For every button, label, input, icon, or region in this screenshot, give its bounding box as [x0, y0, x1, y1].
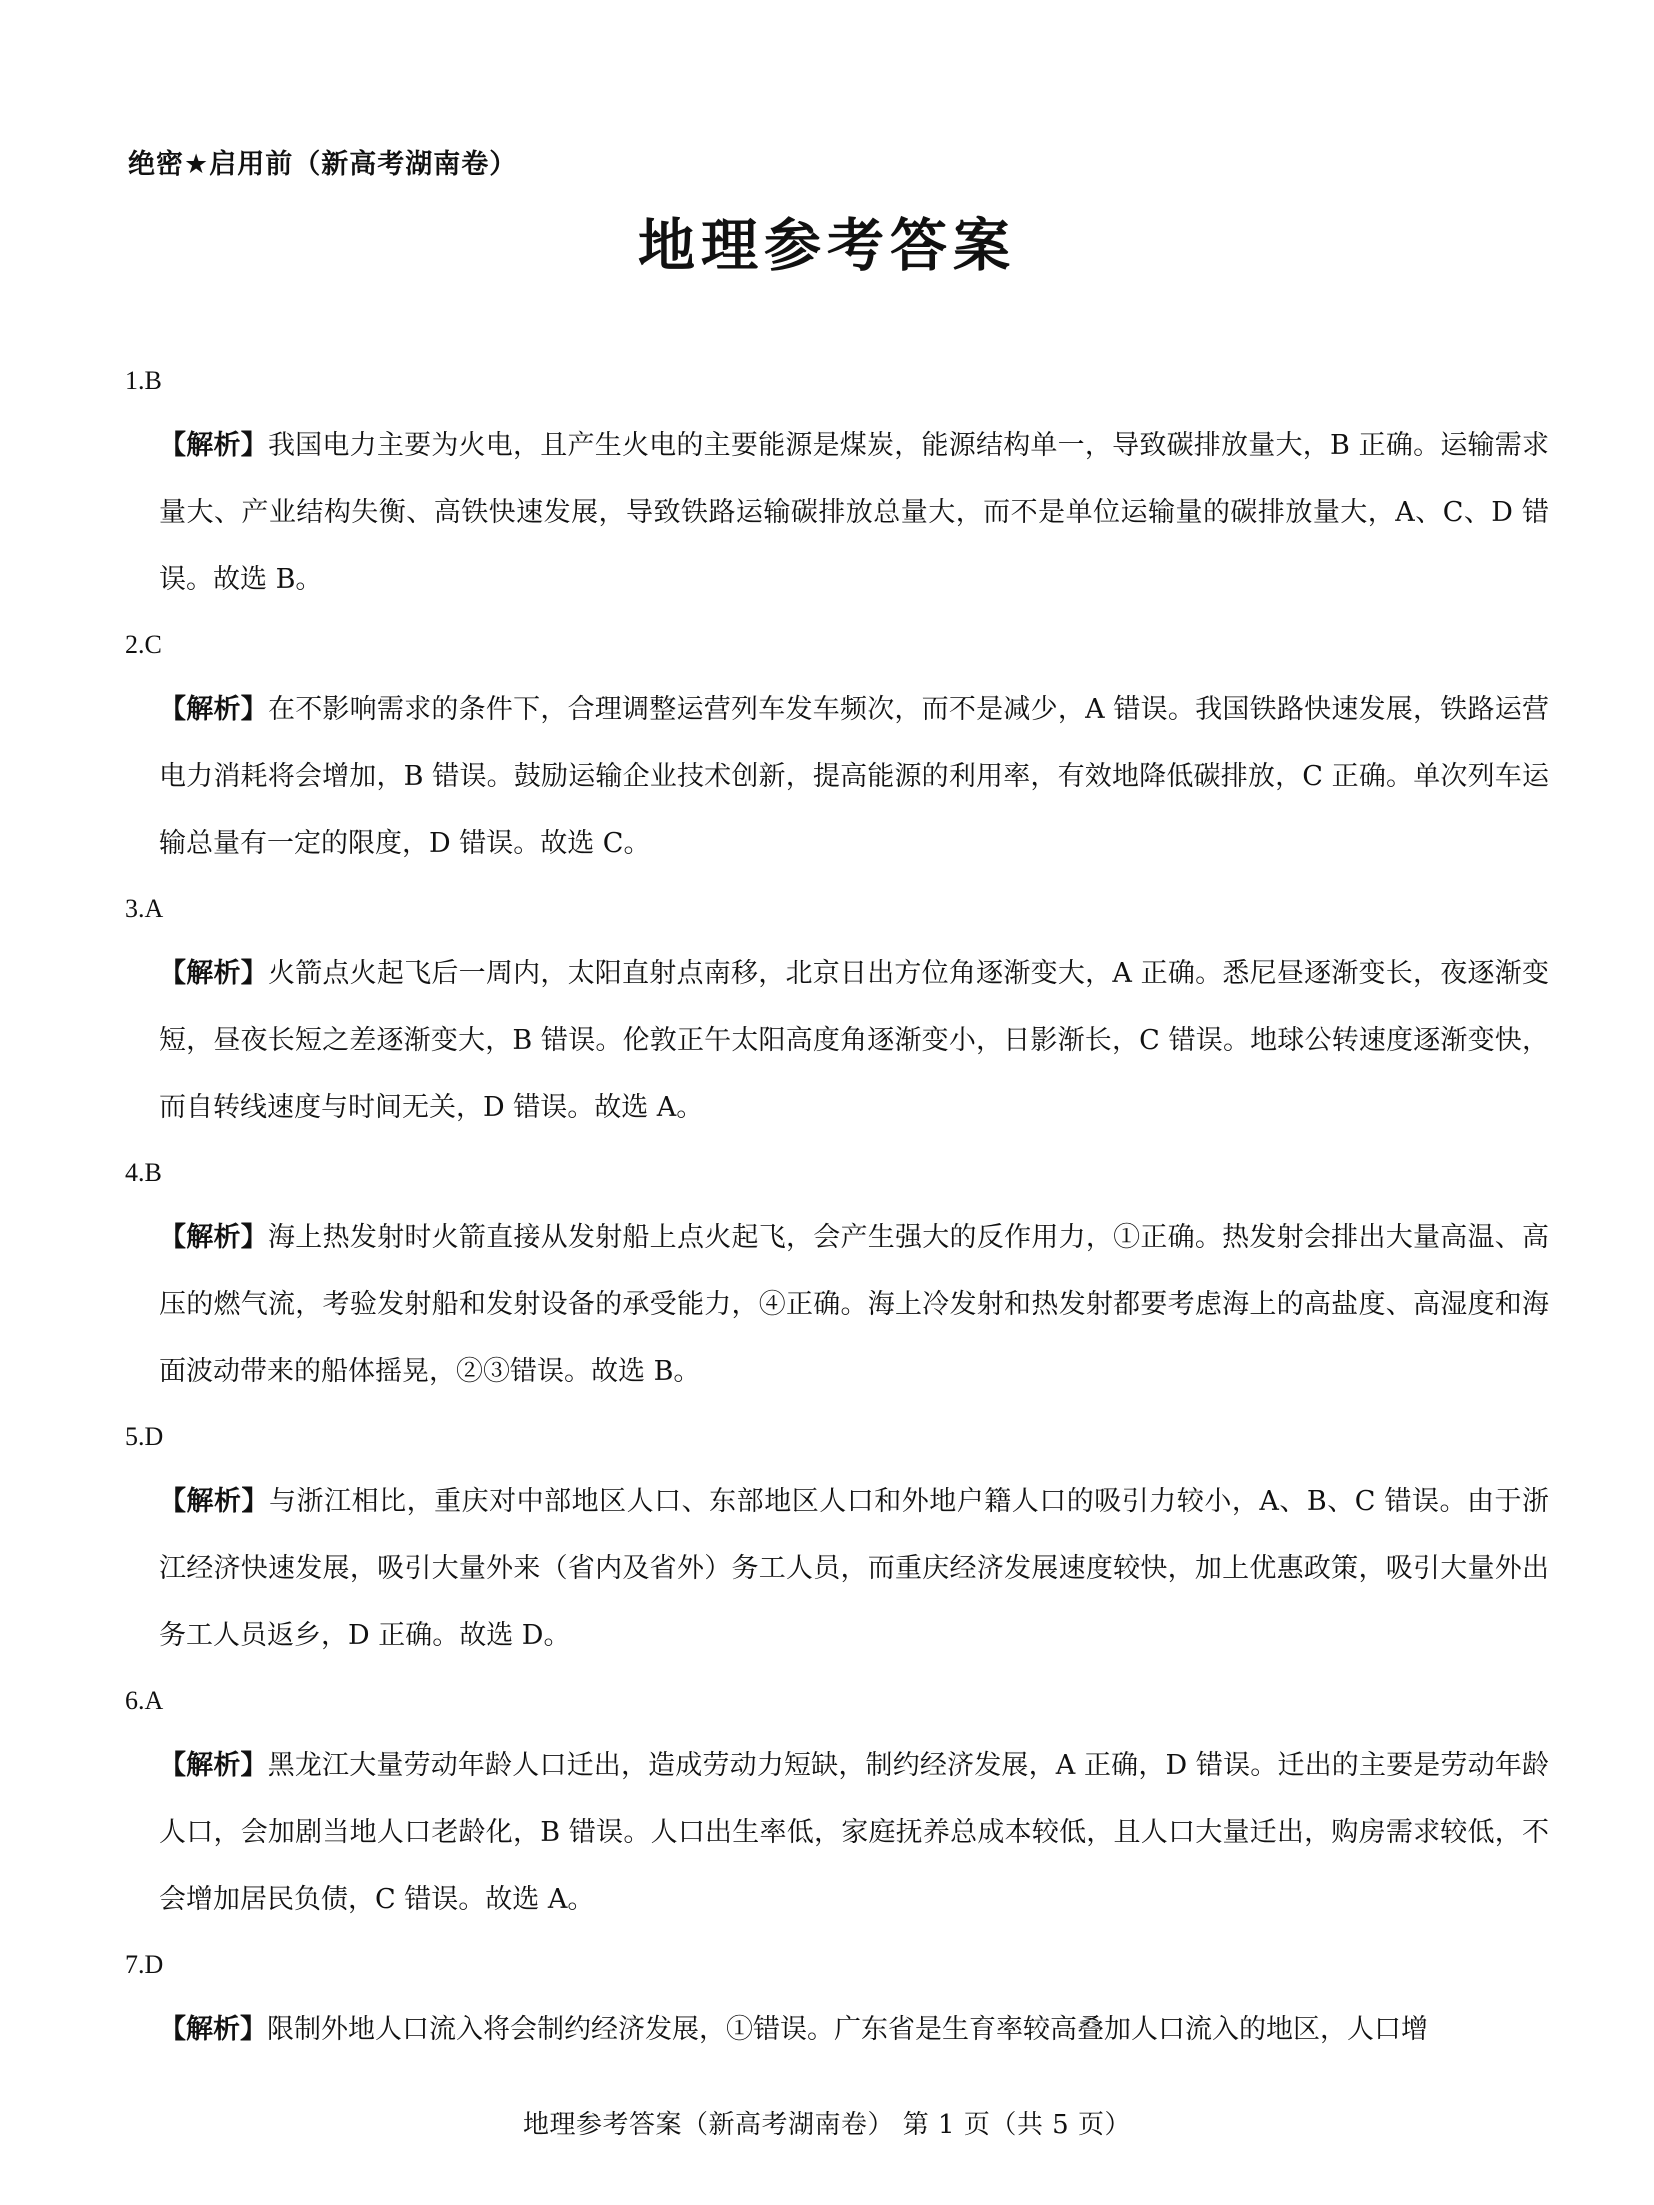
explanation-tag: 【解析】	[159, 2014, 267, 2045]
answer-item-4	[0, 1142, 1654, 1406]
answer-explanation	[159, 1468, 1549, 1670]
page-footer: 地理参考答案（新高考湖南卷） 第 1 页（共 5 页）	[523, 2110, 1131, 2140]
answer-explanation	[159, 1732, 1549, 1934]
explanation-tag: 【解析】	[159, 694, 268, 725]
answer-item-1	[0, 350, 1654, 614]
answer-number: 4.B	[125, 1158, 162, 1187]
answer-number: 1.B	[125, 366, 162, 395]
explanation-text: 我国电力主要为火电，且产生火电的主要能源是煤炭，能源结构单一，导致碳排放量大，B 正确。运输需求量大、产业结构失衡、高铁快速发展，导致铁路运输碳排放总量大，而不是单位运输量的碳排放量大，A、C、D 错误。故选 B。	[159, 430, 1550, 595]
answer-explanation	[159, 676, 1549, 878]
answer-explanation	[159, 1204, 1549, 1406]
answer-explanation	[159, 1996, 1549, 2064]
explanation-text: 在不影响需求的条件下，合理调整运营列车发车频次，而不是减少，A 错误。我国铁路快速发展，铁路运营电力消耗将会增加，B 错误。鼓励运输企业技术创新，提高能源的利用率，有效地降低碳排放，C 正确。单次列车运输总量有一定的限度，D 错误。故选 C。	[159, 694, 1549, 859]
answer-number: 3.A	[125, 894, 164, 923]
page-title: 地理参考答案	[638, 213, 1016, 279]
answer-explanation	[159, 412, 1549, 614]
answer-item-5	[0, 1406, 1654, 1670]
explanation-tag: 【解析】	[159, 430, 268, 461]
explanation-text: 黑龙江大量劳动年龄人口迁出，造成劳动力短缺，制约经济发展，A 正确，D 错误。迁出的主要是劳动年龄人口，会加剧当地人口老龄化，B 错误。人口出生率低，家庭抚养总成本较低，且人口大量迁出，购房需求较低，不会增加居民负债，C 错误。故选 A。	[159, 1750, 1550, 1915]
answer-item-2	[0, 614, 1654, 878]
answer-item-3	[0, 878, 1654, 1142]
answer-explanation	[159, 940, 1549, 1142]
answer-number: 6.A	[125, 1686, 164, 1715]
answer-number: 7.D	[125, 1950, 164, 1979]
explanation-text: 限制外地人口流入将会制约经济发展，①错误。广东省是生育率较高叠加人口流入的地区，人口增	[267, 2014, 1428, 2045]
answer-item-7	[0, 1934, 1654, 2064]
explanation-tag: 【解析】	[159, 1222, 269, 1253]
explanation-text: 火箭点火起飞后一周内，太阳直射点南移，北京日出方位角逐渐变大，A 正确。悉尼昼逐渐变长，夜逐渐变短，昼夜长短之差逐渐变大，B 错误。伦敦正午太阳高度角逐渐变小，日影渐长，C 错误。地球公转速度逐渐变快，而自转线速度与时间无关，D 错误。故选 A。	[159, 958, 1549, 1123]
answer-item-6	[0, 1670, 1654, 1934]
confidential-label: 绝密★启用前（新高考湖南卷）	[128, 149, 518, 180]
answer-number: 2.C	[125, 630, 162, 659]
answer-list	[0, 350, 1654, 2064]
answer-number: 5.D	[125, 1422, 164, 1451]
explanation-tag: 【解析】	[159, 958, 268, 989]
explanation-text: 与浙江相比，重庆对中部地区人口、东部地区人口和外地户籍人口的吸引力较小，A、B、C 错误。由于浙江经济快速发展，吸引大量外来（省内及省外）务工人员，而重庆经济发展速度较快，加上优惠政策，吸引大量外出务工人员返乡，D 正确。故选 D。	[159, 1486, 1549, 1651]
explanation-tag: 【解析】	[159, 1750, 268, 1781]
explanation-text: 海上热发射时火箭直接从发射船上点火起飞，会产生强大的反作用力，①正确。热发射会排出大量高温、高压的燃气流，考验发射船和发射设备的承受能力，④正确。海上冷发射和热发射都要考虑海上的高盐度、高湿度和海面波动带来的船体摇晃，②③错误。故选 B。	[159, 1222, 1550, 1387]
explanation-tag: 【解析】	[159, 1486, 270, 1517]
